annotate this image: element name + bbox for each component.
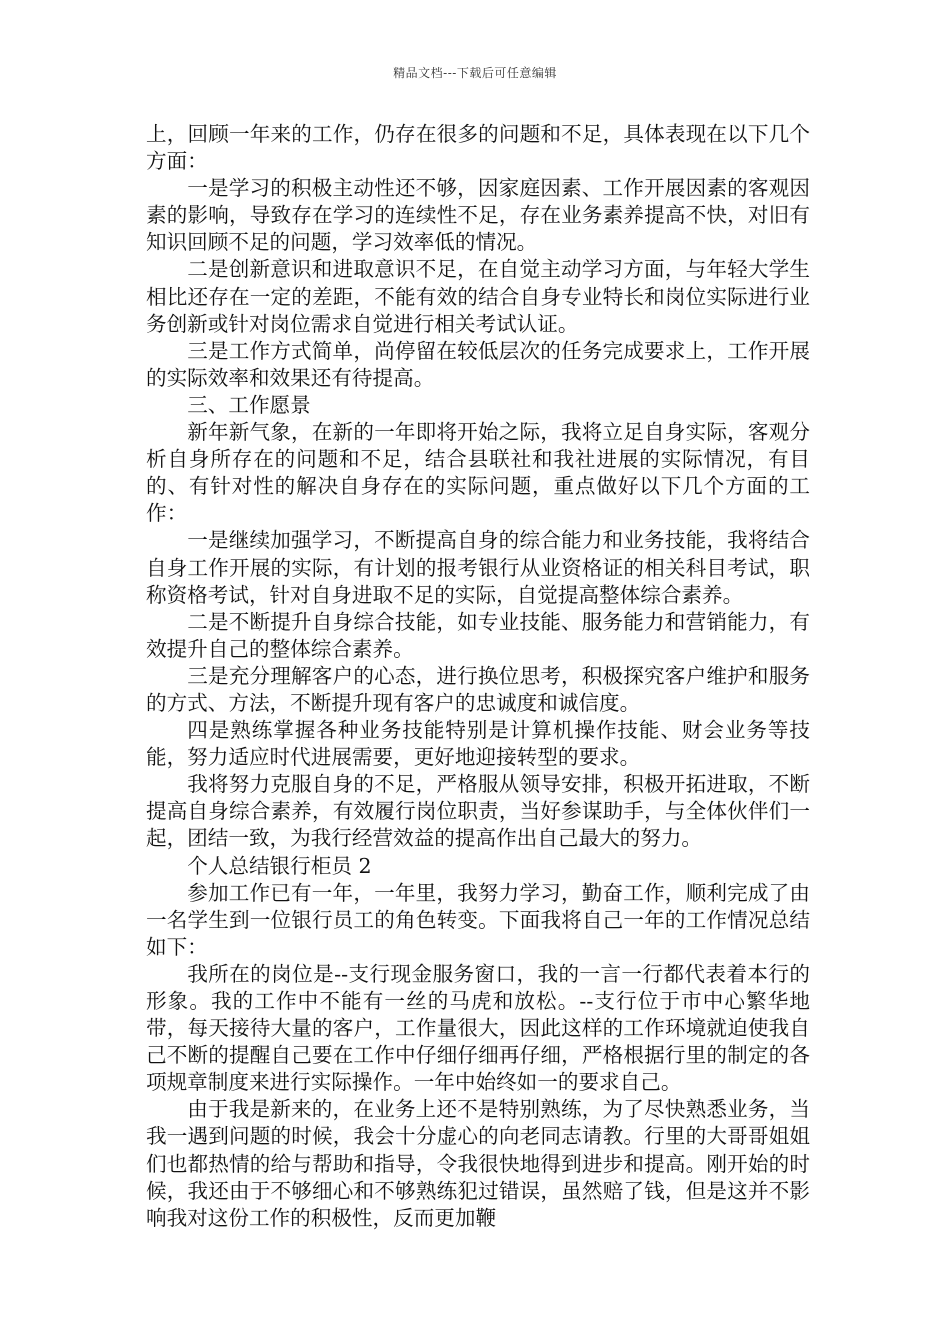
- paragraph: 上，回顾一年来的工作，仍存在很多的问题和不足，具体表现在以下几个方面：: [146, 122, 810, 174]
- paragraph: 我所在的岗位是--支行现金服务窗口，我的一言一行都代表着本行的形象。我的工作中不能有一丝的马虎和放松。--支行位于市中心繁华地带，每天接待大量的客户，工作量很大，因此这样的工作环境就迫使我自己不断的提醒自己要在工作中仔细仔细再仔细，严格根据行里的制定的各项规章制度来进行实际操作。一年中始终如一的要求自己。: [146, 961, 810, 1095]
- paragraph: 由于我是新来的，在业务上还不是特别熟练，为了尽快熟悉业务，当我一遇到问题的时候，我会十分虚心的向老同志请教。行里的大哥哥姐姐们也都热情的给与帮助和指导，令我很快地得到进步和提高。刚开始的时候，我还由于不够细心和不够熟练犯过错误，虽然赔了钱，但是这并不影响我对这份工作的积极性，反而更加鞭: [146, 1097, 810, 1230]
- paragraph: 三是工作方式简单，尚停留在较低层次的任务完成要求上，工作开展的实际效率和效果还有待提高。: [146, 338, 810, 390]
- section-heading: 三、工作愿景: [187, 392, 311, 417]
- section-heading: 个人总结银行柜员 2: [187, 853, 372, 878]
- paragraph: 一是学习的积极主动性还不够，因家庭因素、工作开展因素的客观因素的影响，导致存在学习的连续性不足，存在业务素养提高不快，对旧有知识回顾不足的问题，学习效率低的情况。: [146, 176, 810, 255]
- paragraph: 三是充分理解客户的心态，进行换位思考，积极探究客户维护和服务的方式、方法，不断提升现有客户的忠诚度和诚信度。: [146, 663, 810, 715]
- page-header: 精品文档---下载后可任意编辑: [393, 66, 557, 80]
- paragraph: 新年新气象，在新的一年即将开始之际，我将立足自身实际，客观分析自身所存在的问题和不足，结合县联社和我社进展的实际情况，有目的、有针对性的解决自身存在的实际问题，重点做好以下几个方面的工作：: [146, 420, 810, 526]
- document-body: [146, 121, 810, 1232]
- paragraph: 二是不断提升自身综合技能，如专业技能、服务能力和营销能力，有效提升自己的整体综合素养。: [146, 609, 810, 661]
- paragraph: 四是熟练掌握各种业务技能特别是计算机操作技能、财会业务等技能，努力适应时代进展需要，更好地迎接转型的要求。: [146, 718, 810, 770]
- paragraph: 二是创新意识和进取意识不足，在自觉主动学习方面，与年轻大学生相比还存在一定的差距，不能有效的结合自身专业特长和岗位实际进行业务创新或针对岗位需求自觉进行相关考试认证。: [146, 257, 810, 336]
- paragraph: 参加工作已有一年，一年里，我努力学习，勤奋工作，顺利完成了由一名学生到一位银行员工的角色转变。下面我将自己一年的工作情况总结如下：: [146, 880, 810, 959]
- paragraph: 一是继续加强学习，不断提高自身的综合能力和业务技能，我将结合自身工作开展的实际，有计划的报考银行从业资格证的相关科目考试，职称资格考试，针对自身进取不足的实际，自觉提高整体综合素养。: [146, 528, 810, 607]
- paragraph: 我将努力克服自身的不足，严格服从领导安排，积极开拓进取，不断提高自身综合素养，有效履行岗位职责，当好参谋助手，与全体伙伴们一起，团结一致，为我行经营效益的提高作出自己最大的努力。: [146, 772, 810, 851]
